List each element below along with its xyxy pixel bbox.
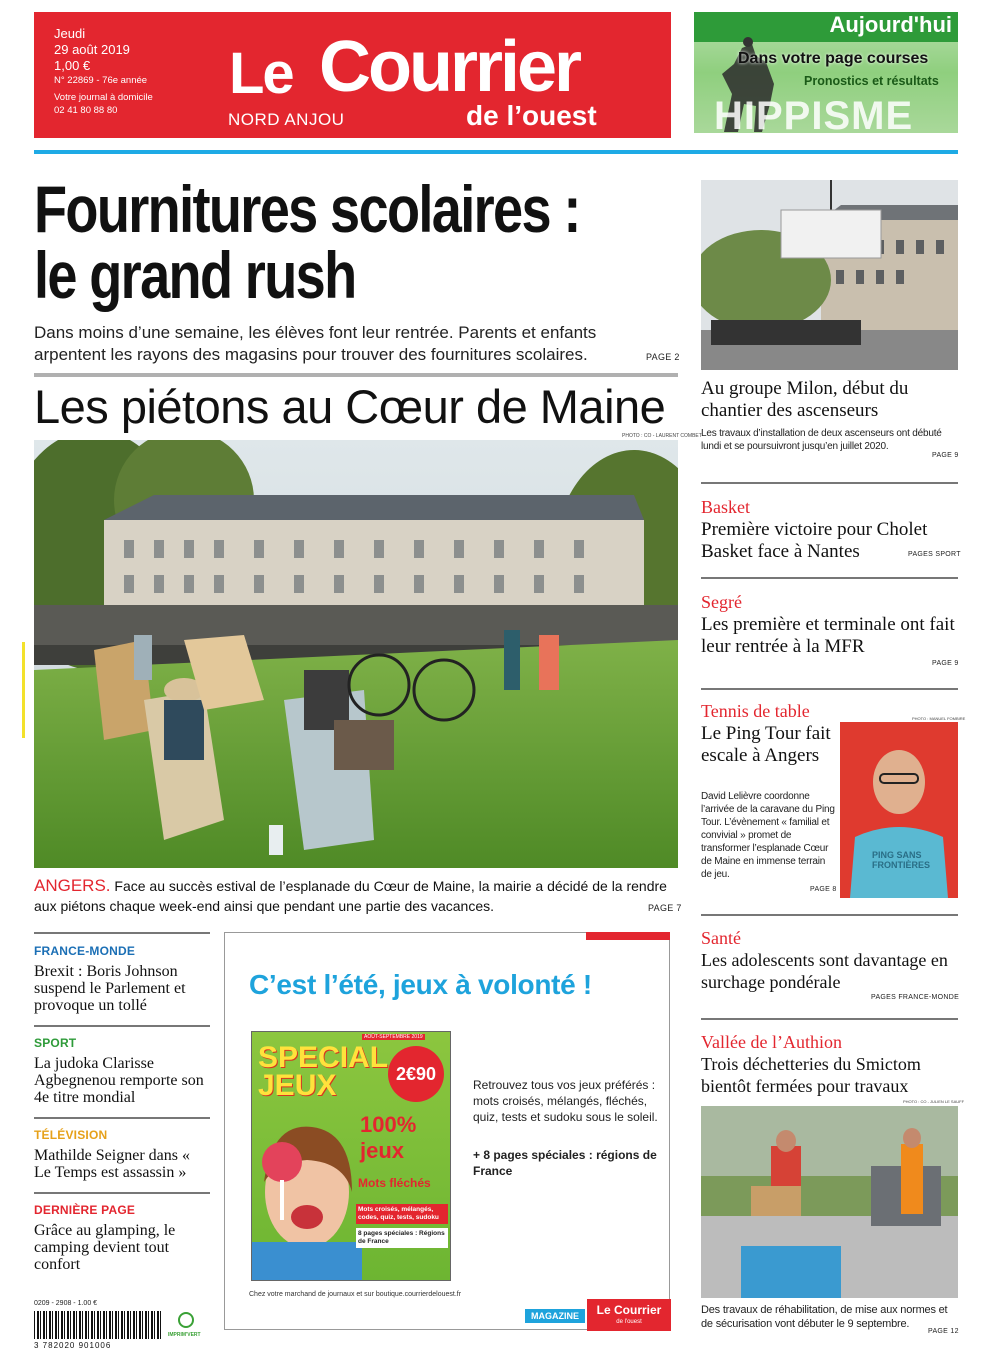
lc-divider-3 [34,1192,210,1194]
ad-brand [587,1299,671,1331]
tennis-shirt-text: PING SANS FRONTIÈRES [872,850,931,870]
authion-body: Des travaux de réhabilitation, de mise aux normes et de sécurisation vont débuter le 9 septembre. [701,1304,948,1330]
ad-magazine-cover [251,1031,451,1281]
barcode-bottom: 3 782020 901006 [34,1341,112,1350]
main-photo[interactable] [34,440,678,868]
authion-photo-credit: PHOTO : CO - JULIEN LE SAUFF [903,1099,965,1104]
tennis-body: David Lelièvre coordonne l’arrivée de la caravane du Ping Tour. L’évènement « familial et convivial » promet de transformer l’esplanade Cœur de Maine en immense terrain de jeu. [701,791,835,880]
authion-photo[interactable] [701,1106,958,1298]
promo-line2: Pronostics et résultats [804,74,939,88]
ad-title: C’est l’été, jeux à volonté ! [249,969,592,1000]
ad-magazine-label: MAGAZINE [525,1309,585,1323]
cover-pages: 8 pages spéciales : Régions de France [356,1228,448,1248]
lc-divider-0 [34,932,210,934]
portrait-photo [840,722,958,898]
hippisme-promo[interactable] [694,12,958,133]
lead-headline-line2: le grand rush [34,238,356,312]
segre-title[interactable]: Les première et terminale ont fait leur rentrée à la MFR [701,614,955,657]
brand-ouest: de l’ouest [466,100,597,131]
cover-date: AOÛT-SEPTEMBRE 2019 [364,1034,423,1040]
cover-girl-illustration [252,1102,362,1281]
lc-kicker-television: TÉLÉVISION [34,1128,108,1142]
home-delivery: Votre journal à domicile [54,92,153,103]
authion-kicker: Vallée de l’Authion [701,1032,842,1052]
cover-sub: Mots croisés, mélangés, codes, quiz, tests, sudoku [356,1204,448,1224]
sante-kicker: Santé [701,928,741,948]
cover-100: 100% jeux [360,1112,417,1163]
ad-brand-sub: de l'ouest [616,1319,642,1325]
lead-divider [34,373,678,377]
barcode-bars [34,1311,162,1339]
cover-title: SPECIAL JEUX [258,1041,388,1102]
basket-title[interactable]: Première victoire pour Cholet Basket face à Nantes [701,519,928,562]
ad-brand-name: Le Courrier [596,1303,662,1317]
crane-photo [701,180,958,370]
segre-page-ref: PAGE 9 [932,660,959,667]
caption-text: Face au succès estival de l’esplanade du Cœur de Maine, la mairie a décidé de la rendre aux piétons chaque week-end ainsi que pendant une partie des vacances. [34,878,667,914]
lead-deck: Dans moins d’une semaine, les élèves font leur rentrée. Parents et enfants arpentent les rayons des magasins pour trouver des fournitures scolaires. [34,323,597,364]
rc-divider-4 [701,914,958,916]
lead-headline-line1: Fournitures scolaires : [34,172,580,246]
lc-title-television[interactable]: Mathilde Seigner dans « Le Temps est assassin » [34,1147,190,1181]
masthead [34,12,671,138]
sante-title[interactable]: Les adolescents sont davantage en surchage pondérale [701,950,948,992]
esplanade-photo [34,440,678,868]
tennis-kicker: Tennis de table [701,701,810,721]
authion-title[interactable]: Trois déchetteries du Smictom bientôt fermées pour travaux [701,1054,921,1096]
cover-price: 2€90 [388,1046,444,1102]
lc-divider-2 [34,1117,210,1119]
lead-headline[interactable] [34,172,674,312]
masthead-divider [34,150,958,154]
recycle-label: IMPRIM'VERT [168,1332,201,1338]
rc-divider-3 [701,688,958,690]
recycle-icon [178,1312,194,1328]
rc-divider-5 [701,1018,958,1020]
second-headline[interactable]: Les piétons au Cœur de Maine [34,380,666,433]
lc-kicker-sport: SPORT [34,1036,77,1050]
milon-photo[interactable] [701,180,958,370]
lc-divider-1 [34,1025,210,1027]
segre-kicker: Segré [701,592,742,612]
recycling-photo [701,1106,958,1298]
promo-line1: Dans votre page courses [738,50,929,67]
milon-body: Les travaux d’installation de deux ascenseurs ont débuté lundi et se poursuivront jusqu’en juillet 2020. [701,428,942,452]
lc-title-sport[interactable]: La judoka Clarisse Agbegnenou remporte son 4e titre mondial [34,1055,204,1106]
issue-price: 1,00 € [54,58,91,73]
main-caption [34,876,678,916]
lead-page-ref: PAGE 2 [646,352,680,362]
lc-kicker-france-monde: FRANCE-MONDE [34,944,136,958]
delivery-phone: 02 41 80 88 80 [54,105,118,116]
promo-section: HIPPISME [714,94,914,133]
cover-mots: Mots fléchés [358,1176,431,1190]
issue-number: N° 22869 - 76e année [54,75,148,86]
brand-le: Le [229,41,293,106]
lc-title-france-monde[interactable]: Brexit : Boris Johnson suspend le Parlement et provoque un tollé [34,963,186,1014]
ad-footer: Chez votre marchand de journaux et sur boutique.courrierdelouest.fr [249,1291,462,1298]
barcode-top: 0209 - 2908 - 1.00 € [34,1300,98,1307]
edition: NORD ANJOU [228,110,345,129]
margin-marker [22,642,25,738]
authion-page-ref: PAGE 12 [928,1328,959,1335]
rc-divider-2 [701,577,958,579]
milon-title[interactable]: Au groupe Milon, début du chantier des ascenseurs [701,378,909,421]
caption-location: ANGERS. [34,876,111,895]
rc-divider-1 [701,482,958,484]
second-photo-credit: PHOTO : CO - LAURENT COMBET [622,433,702,439]
ad-body-bold: + 8 pages spéciales : régions de France [473,1148,657,1178]
lc-title-derniere-page[interactable]: Grâce au glamping, le camping devient tout confort [34,1222,176,1273]
masthead-info [54,26,153,117]
basket-page-ref: PAGES SPORT [908,551,961,558]
tennis-title[interactable]: Le Ping Tour fait escale à Angers [701,723,831,766]
issue-date: 29 août 2019 [54,42,130,57]
basket-kicker: Basket [701,497,750,517]
ad-top-bar [586,932,670,940]
milon-page-ref: PAGE 9 [932,452,959,459]
tennis-page-ref: PAGE 8 [810,886,837,893]
tennis-photo[interactable] [840,722,958,898]
caption-page-ref: PAGE 7 [648,903,682,913]
jeux-ad[interactable] [224,932,670,1330]
sante-page-ref: PAGES FRANCE-MONDE [871,994,960,1001]
lc-kicker-derniere-page: DERNIÈRE PAGE [34,1203,136,1217]
issue-day: Jeudi [54,26,86,41]
brand-courrier: Courrier [319,27,580,107]
promo-today: Aujourd'hui [829,12,952,37]
ad-body: Retrouvez tous vos jeux préférés : mots croisés, mélangés, fléchés, quiz, tests et sudoku sous le soleil. [473,1078,658,1124]
tennis-photo-credit: PHOTO : MANUEL FOMBIRE [912,716,966,721]
